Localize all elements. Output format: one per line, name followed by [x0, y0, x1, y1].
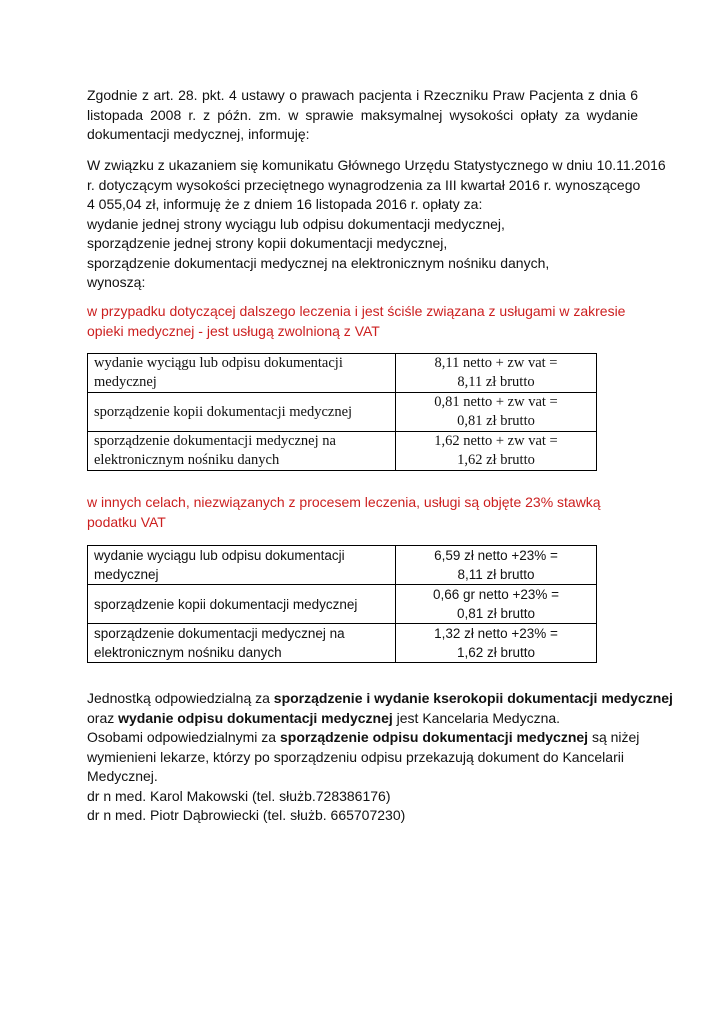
price-net: 6,59 zł netto +23% =: [434, 548, 558, 563]
footer-text: oraz: [87, 709, 119, 726]
footer-text: wymienieni lekarze, którzy po sporządzeniu odpisu przekazują dokument do Kancelarii: [87, 748, 624, 765]
price-net: 1,62 netto + zw vat =: [434, 433, 558, 449]
price-gross: 1,62 zł brutto: [456, 645, 536, 660]
fee-table-vat-exempt: [87, 353, 597, 471]
price-gross: 1,62 zł brutto: [457, 452, 535, 468]
responsibility-paragraph: [87, 689, 673, 826]
fee-table-vat: [87, 545, 597, 663]
table-row: [88, 585, 597, 624]
vat-heading: w innych celach, niezwiązanych z procesem leczenia, usługi są objęte 23% stawką podatku VAT: [87, 494, 601, 530]
footer-text: Medycznej.: [87, 768, 158, 784]
service-cell: sporządzenie kopii dokumentacji medycznej: [88, 585, 396, 624]
footer-text: są niżej: [588, 729, 640, 745]
announcement-line: wynoszą:: [87, 274, 146, 290]
price-net: 0,66 gr netto +23% =: [432, 587, 560, 602]
price-net: 8,11 netto + zw vat =: [434, 355, 558, 371]
table-row: [88, 432, 597, 471]
service-cell: wydanie wyciągu lub odpisu dokumentacji medycznej: [88, 546, 396, 585]
price-net: 0,81 netto + zw vat =: [434, 394, 558, 410]
price-cell: [396, 432, 597, 471]
announcement-line: sporządzenie dokumentacji medycznej na elektronicznym nośniku danych,: [87, 254, 550, 271]
price-cell: [396, 393, 597, 432]
table-row: [88, 393, 597, 432]
footer-bold-text: sporządzenie odpisu dokumentacji medycznej: [279, 729, 589, 745]
service-cell: sporządzenie dokumentacji medycznej na elektronicznym nośniku danych: [88, 624, 396, 663]
footer-text: Jednostką odpowiedzialną za: [87, 690, 274, 706]
price-gross: 8,11 zł brutto: [457, 374, 535, 390]
table-row: [88, 546, 597, 585]
price-gross: 0,81 zł brutto: [457, 413, 535, 429]
footer-text: Osobami odpowiedzialnymi za: [87, 729, 280, 745]
price-cell: [396, 624, 597, 663]
doctor-contact: dr n med. Piotr Dąbrowiecki (tel. służb. 665707230): [87, 807, 406, 823]
service-cell: sporządzenie dokumentacji medycznej na elektronicznym nośniku danych: [88, 432, 396, 471]
price-gross: 8,11 zł brutto: [457, 567, 535, 582]
announcement-line: W związku z ukazaniem się komunikatu Głównego Urzędu Statystycznego w dniu 10.11.2016: [87, 157, 666, 173]
vat-exempt-heading: w przypadku dotyczącej dalszego leczenia i jest ściśle związana z usługami w zakresie opieki medycznej - jest usługą zwolnioną z VAT: [87, 303, 626, 339]
announcement-line: 4 055,04 zł, informuję że z dniem 16 listopada 2016 r. opłaty za:: [87, 196, 483, 212]
service-cell: wydanie wyciągu lub odpisu dokumentacji medycznej: [88, 354, 396, 393]
table-row: [88, 624, 597, 663]
footer-bold-text: wydanie odpisu dokumentacji medycznej: [118, 709, 393, 726]
footer-bold-text: sporządzenie i wydanie kserokopii dokumentacji medycznej: [273, 690, 673, 706]
doctor-contact: dr n med. Karol Makowski (tel. służb.728386176): [87, 787, 391, 804]
announcement-line: r. dotyczącym wysokości przeciętnego wynagrodzenia za III kwartał 2016 r. wynoszącego: [87, 176, 641, 193]
intro-paragraph: Zgodnie z art. 28. pkt. 4 ustawy o prawach pacjenta i Rzeczniku Praw Pacjenta z dnia 6 listopada 2008 r. z późn. zm. w sprawie maksymalnej wysokości opłaty za wydanie dokumentacji medycznej, informuję:: [87, 87, 638, 142]
footer-text: jest Kancelaria Medyczna.: [392, 709, 561, 726]
announcement-paragraph: [87, 156, 666, 293]
price-gross: 0,81 zł brutto: [456, 606, 536, 621]
price-net: 1,32 zł netto +23% =: [434, 626, 558, 641]
price-cell: [396, 354, 597, 393]
announcement-line: sporządzenie jednej strony kopii dokumentacji medycznej,: [87, 235, 448, 251]
table-row: [88, 354, 597, 393]
price-cell: [396, 546, 597, 585]
price-cell: [396, 585, 597, 624]
service-cell: sporządzenie kopii dokumentacji medycznej: [88, 393, 396, 432]
announcement-line: wydanie jednej strony wyciągu lub odpisu dokumentacji medycznej,: [87, 215, 505, 232]
